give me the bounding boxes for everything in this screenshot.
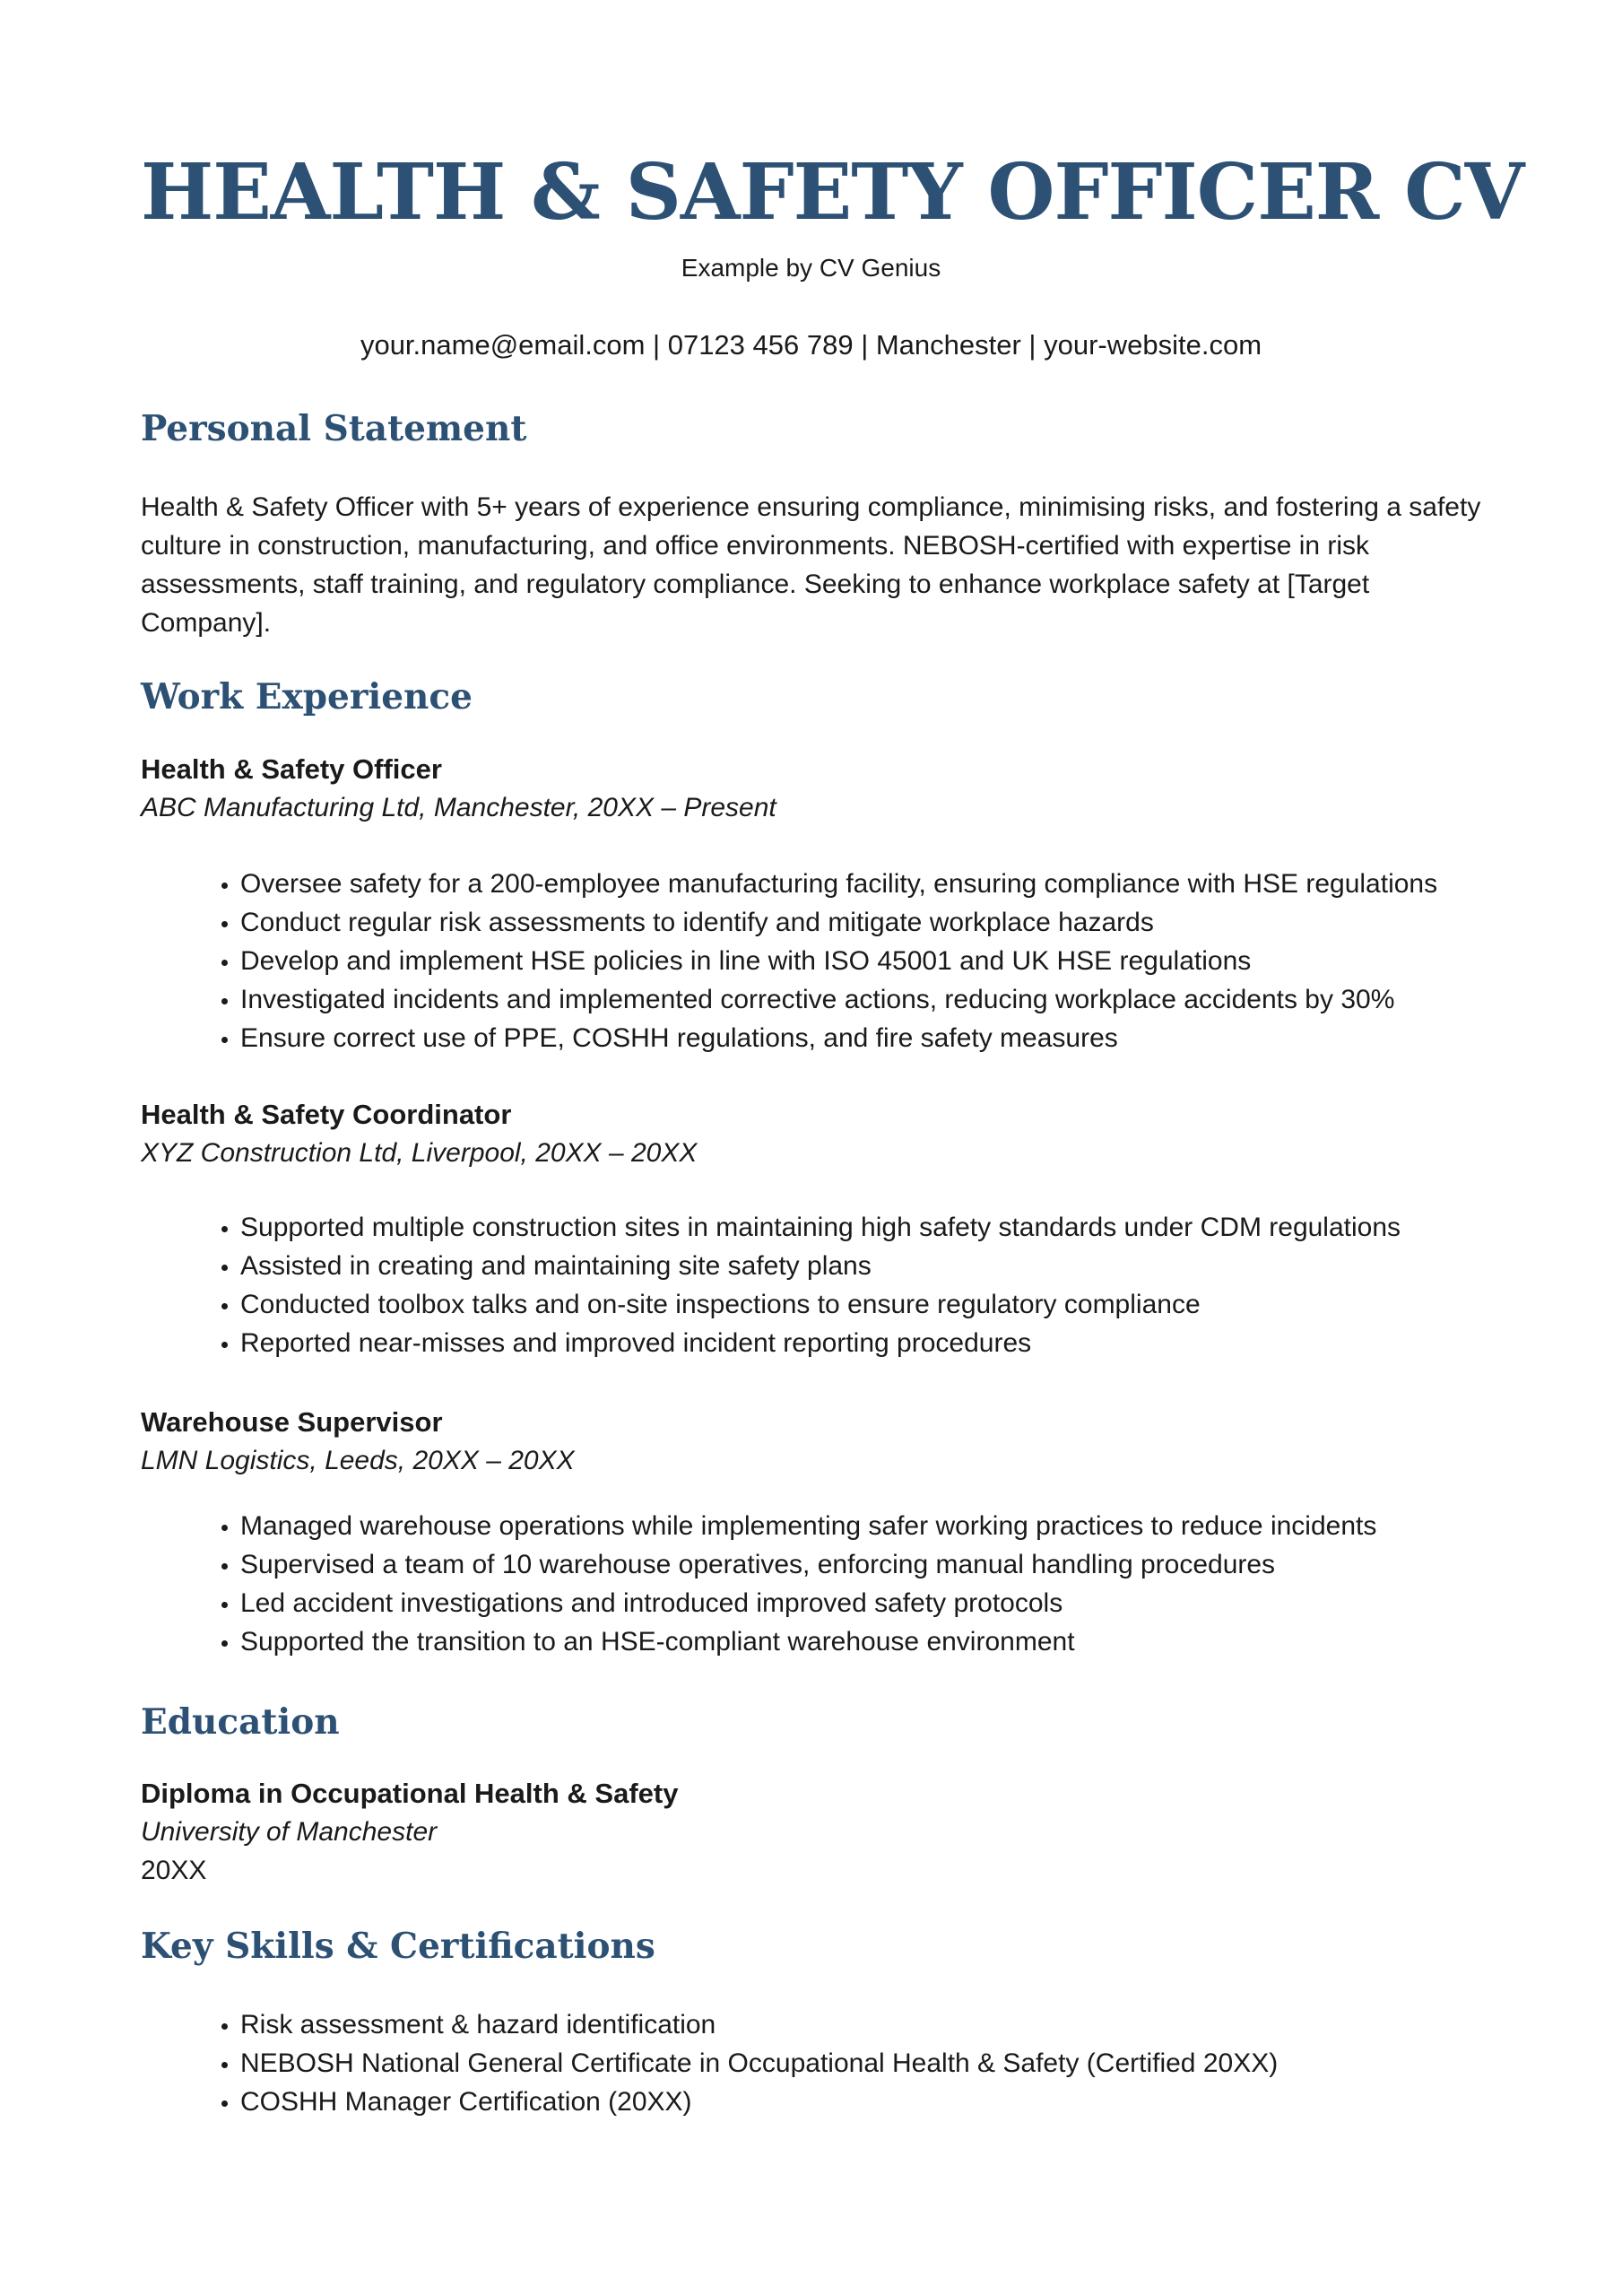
job-meta: LMN Logistics, Leeds, 20XX – 20XX <box>141 1446 575 1476</box>
bullet-item: • Led accident investigations and introduced improved safety protocols <box>240 1584 1442 1622</box>
skills-bullet-list <box>141 2005 1481 2121</box>
section-heading-work-experience: Work Experience <box>141 675 473 718</box>
section-heading-personal-statement: Personal Statement <box>141 407 527 449</box>
job-title: Warehouse Supervisor <box>141 1406 443 1439</box>
job-bullet-list <box>141 1507 1481 1661</box>
section-heading-education: Education <box>141 1701 340 1744</box>
bullet-item: • Investigated incidents and implemented corrective actions, reducing workplace accidents by 30% <box>240 980 1442 1019</box>
job-title: Health & Safety Coordinator <box>141 1099 512 1131</box>
education-school: University of Manchester <box>141 1817 438 1848</box>
cv-title: HEALTH & SAFETY OFFICER CV <box>141 147 1524 238</box>
bullet-item: • Oversee safety for a 200-employee manufacturing facility, ensuring compliance with HSE regulations <box>240 865 1442 903</box>
personal-statement-text: Health & Safety Officer with 5+ years of experience ensuring compliance, minimising risks, and fostering a safety culture in construction, manufacturing, and office environments. NEBOSH-certified with expertise in risk assessments, staff training, and regulatory compliance. Seeking to enhance workplace safety at [Target Company]. <box>141 491 1481 638</box>
contact-line: your.name@email.com | 07123 456 789 | Manchester | your-website.com <box>360 328 1262 361</box>
job-bullet-list <box>141 865 1481 1057</box>
bullet-item: • Supported the transition to an HSE-compliant warehouse environment <box>240 1622 1442 1661</box>
bullet-item: • NEBOSH National General Certificate in Occupational Health & Safety (Certified 20XX) <box>240 2044 1442 2083</box>
job-meta: XYZ Construction Ltd, Liverpool, 20XX – 20XX <box>141 1138 698 1169</box>
job-meta: ABC Manufacturing Ltd, Manchester, 20XX – Present <box>141 793 776 823</box>
cv-subtitle: Example by CV Genius <box>681 254 941 282</box>
bullet-item: • Supported multiple construction sites in maintaining high safety standards under CDM regulations <box>240 1208 1442 1247</box>
job-bullet-list <box>141 1208 1481 1362</box>
bullet-item: • Risk assessment & hazard identification <box>240 2005 1442 2044</box>
section-heading-key-skills: Key Skills & Certifications <box>141 1926 655 1968</box>
education-year: 20XX <box>141 1856 207 1886</box>
bullet-item: • Conducted toolbox talks and on-site inspections to ensure regulatory compliance <box>240 1285 1442 1324</box>
bullet-item: • Supervised a team of 10 warehouse operatives, enforcing manual handling procedures <box>240 1545 1442 1584</box>
bullet-item: • COSHH Manager Certification (20XX) <box>240 2083 1442 2121</box>
bullet-item: • Conduct regular risk assessments to identify and mitigate workplace hazards <box>240 903 1442 942</box>
bullet-item: • Managed warehouse operations while implementing safer working practices to reduce incidents <box>240 1507 1442 1545</box>
job-title: Health & Safety Officer <box>141 753 442 786</box>
bullet-item: • Reported near-misses and improved incident reporting procedures <box>240 1324 1442 1362</box>
education-degree: Diploma in Occupational Health & Safety <box>141 1778 679 1810</box>
bullet-item: • Develop and implement HSE policies in line with ISO 45001 and UK HSE regulations <box>240 942 1442 980</box>
bullet-item: • Ensure correct use of PPE, COSHH regulations, and fire safety measures <box>240 1019 1442 1057</box>
bullet-item: • Assisted in creating and maintaining site safety plans <box>240 1247 1442 1285</box>
